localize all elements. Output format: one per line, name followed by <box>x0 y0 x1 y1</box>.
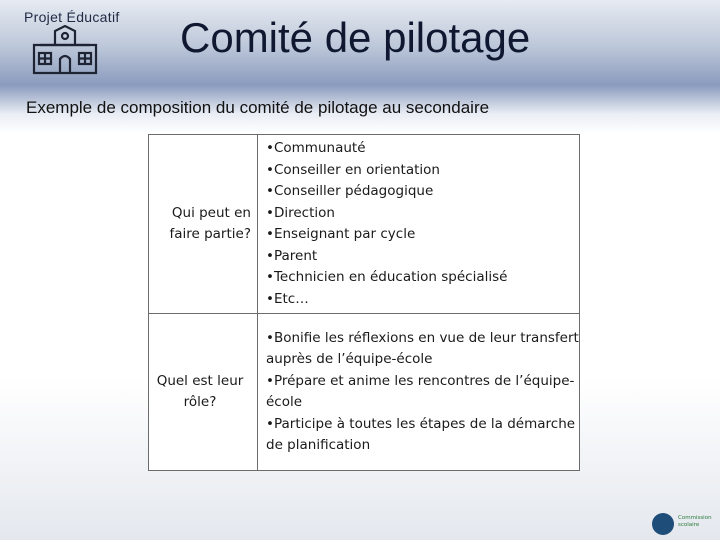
composition-table <box>148 134 580 471</box>
page-title: Comité de pilotage <box>180 14 531 61</box>
page-subtitle: Exemple de composition du comité de pilotage au secondaire <box>26 98 490 117</box>
answer-cell <box>258 135 580 314</box>
list-item: • Enseignant par cycle <box>266 224 579 246</box>
question-cell <box>149 314 258 471</box>
table-row <box>149 135 580 314</box>
brand-label: Projet Éducatif <box>24 9 120 25</box>
list-item: • Prépare et anime les rencontres de l’équipe-école <box>266 371 579 414</box>
list-item: • Bonifie les réflexions en vue de leur transfert auprès de l’équipe-école <box>266 328 579 371</box>
members-list <box>266 138 579 310</box>
list-item: • Parent <box>266 246 579 268</box>
logo-mark-icon <box>652 513 674 535</box>
answer-cell <box>258 314 580 471</box>
list-item: • Direction <box>266 203 579 225</box>
list-item: • Conseiller en orientation <box>266 160 579 182</box>
school-building-icon <box>30 25 100 75</box>
organization-logo <box>652 513 720 540</box>
question-text: Qui peut en faire partie? <box>169 205 251 242</box>
logo-text: Commission scolaire <box>678 515 712 528</box>
list-item: • Conseiller pédagogique <box>266 181 579 203</box>
list-item: • Communauté <box>266 138 579 160</box>
roles-list <box>266 328 579 457</box>
question-text: Quel est leur rôle? <box>156 373 244 410</box>
question-cell <box>149 135 258 314</box>
table-row <box>149 314 580 471</box>
header-banner <box>0 0 720 85</box>
list-item: • Etc… <box>266 289 579 311</box>
list-item: • Participe à toutes les étapes de la démarche de planification <box>266 414 579 457</box>
list-item: • Technicien en éducation spécialisé <box>266 267 579 289</box>
